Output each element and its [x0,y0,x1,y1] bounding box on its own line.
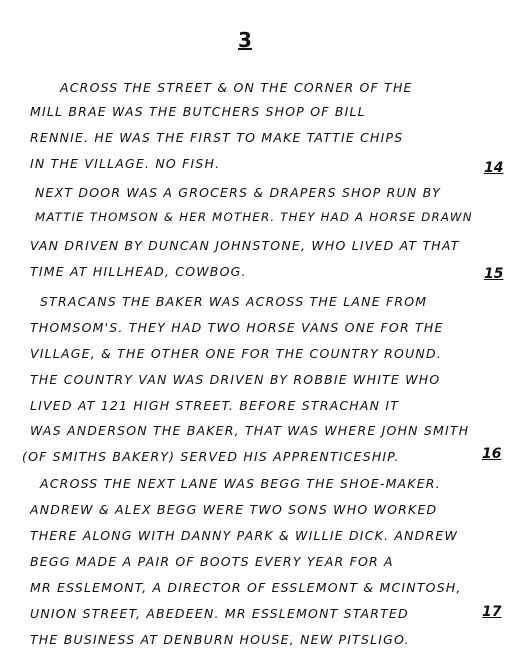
text-line: WAS ANDERSON THE BAKER, THAT WAS WHERE JOHN SMITH [30,423,470,438]
margin-number: 16 [482,446,502,462]
margin-number: 17 [482,604,502,620]
text-line: LIVED AT 121 HIGH STREET. BEFORE STRACHAN IT [30,398,400,413]
margin-number: 15 [484,266,504,282]
text-line: THOMSOM'S. THEY HAD TWO HORSE VANS ONE FOR THE [30,320,444,335]
text-line: IN THE VILLAGE. NO FISH. [30,156,221,171]
text-line: TIME AT HILLHEAD, COWBOG. [30,264,247,279]
text-line: STRACANS THE BAKER WAS ACROSS THE LANE FROM [40,294,428,309]
text-line: ACROSS THE NEXT LANE WAS BEGG THE SHOE-MAKER. [40,476,441,491]
text-line: MR ESSLEMONT, A DIRECTOR OF ESSLEMONT & MCINTOSH, [30,580,462,595]
text-line: MILL BRAE WAS THE BUTCHERS SHOP OF BILL [30,104,366,119]
text-line: ANDREW & ALEX BEGG WERE TWO SONS WHO WORKED [30,502,438,517]
text-line: VILLAGE, & THE OTHER ONE FOR THE COUNTRY ROUND. [30,346,442,361]
text-line: NEXT DOOR WAS A GROCERS & DRAPERS SHOP RUN BY [35,185,441,200]
text-line: THE BUSINESS AT DENBURN HOUSE, NEW PITSLIGO. [30,632,410,647]
text-line: MATTIE THOMSON & HER MOTHER. THEY HAD A HORSE DRAWN [35,210,473,224]
text-line: RENNIE. HE WAS THE FIRST TO MAKE TATTIE CHIPS [30,130,404,145]
text-line: VAN DRIVEN BY DUNCAN JOHNSTONE, WHO LIVED AT THAT [30,238,460,253]
text-line: THERE ALONG WITH DANNY PARK & WILLIE DICK. ANDREW [30,528,459,543]
margin-number: 14 [484,160,504,176]
text-line: ACROSS THE STREET & ON THE CORNER OF THE [60,80,413,95]
text-line: UNION STREET, ABEDEEN. MR ESSLEMONT STARTED [30,606,409,621]
page-number: 3 [238,28,252,52]
text-line: (OF SMITHS BAKERY) SERVED HIS APPRENTICESHIP. [22,449,400,464]
text-line: THE COUNTRY VAN WAS DRIVEN BY ROBBIE WHITE WHO [30,372,441,387]
text-line: BEGG MADE A PAIR OF BOOTS EVERY YEAR FOR A [30,554,394,569]
